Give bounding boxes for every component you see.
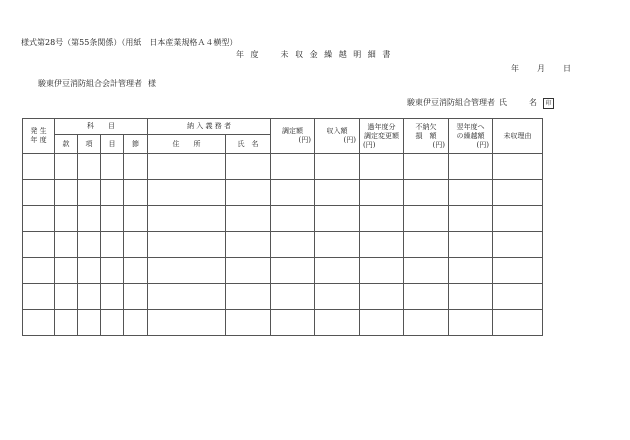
table-cell[interactable] (101, 206, 124, 232)
table-cell[interactable] (271, 258, 315, 284)
table-cell[interactable] (404, 154, 449, 180)
table-cell[interactable] (148, 206, 226, 232)
col-reason: 未収理由 (493, 119, 543, 154)
table-cell[interactable] (226, 258, 271, 284)
issuer-title: 駿東伊豆消防組合管理者 (407, 98, 495, 107)
table-row (23, 154, 543, 180)
table-cell[interactable] (226, 206, 271, 232)
col-received-label: 収入額 (326, 127, 348, 135)
col-received (315, 119, 360, 154)
table-cell[interactable] (449, 258, 493, 284)
table-cell[interactable] (124, 232, 148, 258)
table-cell[interactable] (493, 310, 543, 336)
table-row (23, 206, 543, 232)
table-cell[interactable] (493, 258, 543, 284)
table-cell[interactable] (78, 206, 101, 232)
table-cell[interactable] (101, 154, 124, 180)
table-cell[interactable] (315, 310, 360, 336)
table-cell[interactable] (404, 258, 449, 284)
table-cell[interactable] (271, 232, 315, 258)
col-address: 住 所 (148, 135, 226, 154)
table-cell[interactable] (55, 232, 78, 258)
table-cell[interactable] (226, 180, 271, 206)
col-received-unit: (円) (343, 136, 356, 144)
table-cell[interactable] (493, 232, 543, 258)
col-occurrence-year: 発 生 年 度 (23, 119, 55, 154)
table-row (23, 180, 543, 206)
table-cell[interactable] (360, 154, 404, 180)
table-cell[interactable] (78, 284, 101, 310)
table-cell[interactable] (226, 232, 271, 258)
col-assessed-unit: (円) (298, 136, 311, 144)
table-cell[interactable] (148, 258, 226, 284)
table-cell[interactable] (449, 206, 493, 232)
issuer (407, 98, 554, 109)
col-prior-adjustment (360, 119, 404, 154)
table-cell[interactable] (360, 206, 404, 232)
table-cell[interactable] (148, 154, 226, 180)
table-cell[interactable] (78, 180, 101, 206)
table-cell[interactable] (55, 206, 78, 232)
table-cell[interactable] (315, 154, 360, 180)
table-cell[interactable] (78, 258, 101, 284)
table-cell[interactable] (101, 284, 124, 310)
col-deficit-label: 不納欠 損 額 (415, 122, 437, 140)
col-deficit (404, 119, 449, 154)
col-setsu: 節 (124, 135, 148, 154)
col-carryover (449, 119, 493, 154)
table-cell[interactable] (226, 154, 271, 180)
table-cell[interactable] (148, 310, 226, 336)
table-cell[interactable] (404, 180, 449, 206)
date-year-label: 年 (511, 64, 519, 73)
table-cell[interactable] (404, 232, 449, 258)
table-cell[interactable] (493, 154, 543, 180)
table-cell[interactable] (55, 284, 78, 310)
table-cell[interactable] (449, 310, 493, 336)
table-cell[interactable] (78, 310, 101, 336)
table-cell[interactable] (360, 284, 404, 310)
table-cell[interactable] (124, 154, 148, 180)
table-cell[interactable] (124, 206, 148, 232)
table-cell[interactable] (226, 310, 271, 336)
table-cell[interactable] (315, 258, 360, 284)
table-row (23, 258, 543, 284)
table-cell[interactable] (23, 258, 55, 284)
table-cell[interactable] (124, 284, 148, 310)
table-cell[interactable] (271, 310, 315, 336)
table-cell[interactable] (55, 180, 78, 206)
table-cell[interactable] (55, 154, 78, 180)
table-cell[interactable] (226, 284, 271, 310)
col-assessed-label: 調定額 (282, 127, 303, 135)
table-cell[interactable] (124, 310, 148, 336)
col-moku: 目 (101, 135, 124, 154)
table-cell[interactable] (493, 284, 543, 310)
table-cell[interactable] (148, 284, 226, 310)
col-payer-name: 氏 名 (226, 135, 271, 154)
table-cell[interactable] (271, 206, 315, 232)
table-cell[interactable] (360, 232, 404, 258)
table-cell[interactable] (78, 154, 101, 180)
recipient-title: 駿東伊豆消防組合会計管理者 (38, 79, 142, 88)
table-body (23, 154, 543, 336)
table-cell[interactable] (493, 180, 543, 206)
carryover-table (22, 118, 543, 336)
table-cell[interactable] (55, 310, 78, 336)
table-cell[interactable] (449, 180, 493, 206)
col-deficit-unit: (円) (432, 140, 445, 149)
table-cell[interactable] (449, 284, 493, 310)
table-cell[interactable] (404, 284, 449, 310)
table-cell[interactable] (55, 258, 78, 284)
col-prior-adjustment-label: 過年度分 調定変更額 (364, 122, 399, 140)
recipient-honorific: 様 (148, 79, 156, 88)
issuer-name-label-2: 名 (529, 98, 537, 107)
table-cell[interactable] (315, 284, 360, 310)
col-prior-adjustment-unit: (円) (363, 140, 376, 149)
table-cell[interactable] (23, 154, 55, 180)
date-line (511, 64, 571, 74)
table-row (23, 232, 543, 258)
table-cell[interactable] (78, 232, 101, 258)
table-cell[interactable] (271, 180, 315, 206)
table-cell[interactable] (23, 310, 55, 336)
table-cell[interactable] (23, 180, 55, 206)
table-cell[interactable] (315, 180, 360, 206)
table-cell[interactable] (148, 180, 226, 206)
table-cell[interactable] (148, 232, 226, 258)
table-cell[interactable] (493, 206, 543, 232)
table-cell[interactable] (101, 258, 124, 284)
issuer-name-label-1: 氏 (499, 98, 507, 107)
table-cell[interactable] (101, 232, 124, 258)
table-cell[interactable] (124, 180, 148, 206)
col-payer-group: 納 入 義 務 者 (148, 119, 271, 135)
col-kou: 項 (78, 135, 101, 154)
date-month-label: 月 (537, 64, 545, 73)
table-row (23, 310, 543, 336)
table-cell[interactable] (449, 232, 493, 258)
table-cell[interactable] (315, 206, 360, 232)
table-cell[interactable] (23, 206, 55, 232)
col-account-group: 科 目 (55, 119, 148, 135)
table-cell[interactable] (404, 206, 449, 232)
table-cell[interactable] (124, 258, 148, 284)
col-carryover-unit: (円) (476, 140, 489, 149)
table-cell[interactable] (271, 284, 315, 310)
date-day-label: 日 (563, 64, 571, 73)
seal-icon: 印 (543, 98, 554, 109)
table-cell[interactable] (449, 154, 493, 180)
recipient (38, 79, 156, 89)
table-cell[interactable] (23, 284, 55, 310)
document-title: 年 度 未 収 金 繰 越 明 細 書 (236, 50, 393, 59)
col-kan: 款 (55, 135, 78, 154)
table-cell[interactable] (404, 310, 449, 336)
col-carryover-label: 翌年度へ の繰越額 (456, 122, 485, 140)
table-cell[interactable] (101, 310, 124, 336)
table-cell[interactable] (315, 232, 360, 258)
table-cell[interactable] (360, 258, 404, 284)
form-number: 様式第28号（第55条関係）（用紙 日本産業規格Ａ４横型） (21, 38, 238, 47)
table-cell[interactable] (101, 180, 124, 206)
table-cell[interactable] (360, 310, 404, 336)
col-assessed (271, 119, 315, 154)
table-cell[interactable] (23, 232, 55, 258)
table-row (23, 284, 543, 310)
table-cell[interactable] (360, 180, 404, 206)
table-cell[interactable] (271, 154, 315, 180)
